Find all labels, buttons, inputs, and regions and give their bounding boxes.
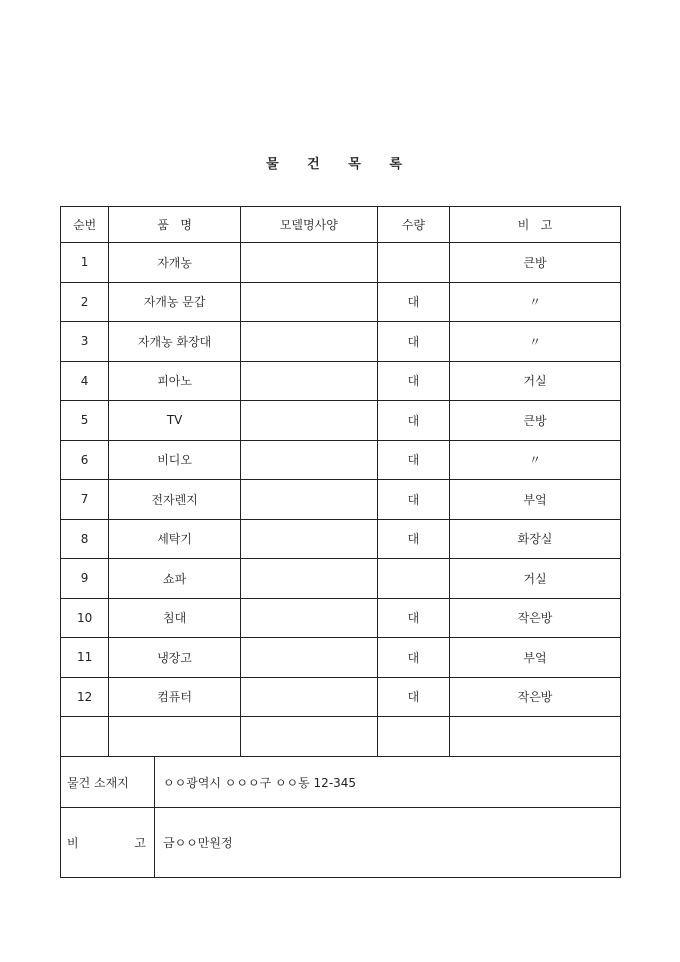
cell-no: 8 bbox=[61, 519, 109, 559]
cell-name: 전자렌지 bbox=[109, 480, 241, 520]
remarks-label-b: 고 bbox=[134, 836, 146, 850]
cell-name: 피아노 bbox=[109, 361, 241, 401]
cell-no bbox=[61, 717, 109, 757]
cell-qty: 대 bbox=[377, 480, 449, 520]
cell-note: 거실 bbox=[450, 559, 621, 599]
cell-model bbox=[240, 598, 377, 638]
cell-name: 세탁기 bbox=[109, 519, 241, 559]
header-qty: 수량 bbox=[377, 207, 449, 243]
cell-note: 〃 bbox=[450, 440, 621, 480]
cell-no: 7 bbox=[61, 480, 109, 520]
cell-name: 컴퓨터 bbox=[109, 677, 241, 717]
cell-no: 3 bbox=[61, 322, 109, 362]
cell-no: 11 bbox=[61, 638, 109, 678]
header-name: 품 명 bbox=[109, 207, 241, 243]
cell-no: 4 bbox=[61, 361, 109, 401]
cell-name bbox=[109, 717, 241, 757]
cell-note: 큰방 bbox=[450, 401, 621, 441]
cell-model bbox=[240, 282, 377, 322]
remarks-label-a: 비 bbox=[67, 836, 79, 850]
cell-no: 10 bbox=[61, 598, 109, 638]
cell-note bbox=[450, 717, 621, 757]
cell-qty: 대 bbox=[377, 361, 449, 401]
table-row bbox=[61, 638, 621, 678]
table-row bbox=[61, 598, 621, 638]
table-row bbox=[61, 480, 621, 520]
header-note: 비 고 bbox=[450, 207, 621, 243]
cell-name: 자개농 화장대 bbox=[109, 322, 241, 362]
remarks-label bbox=[61, 808, 155, 878]
cell-note: 거실 bbox=[450, 361, 621, 401]
cell-qty: 대 bbox=[377, 638, 449, 678]
cell-no: 5 bbox=[61, 401, 109, 441]
cell-name: 냉장고 bbox=[109, 638, 241, 678]
cell-qty: 대 bbox=[377, 282, 449, 322]
document-title: 물 건 목 록 bbox=[266, 157, 414, 172]
cell-qty: 대 bbox=[377, 401, 449, 441]
cell-no: 2 bbox=[61, 282, 109, 322]
table-header-row bbox=[61, 207, 621, 243]
header-model: 모델명사양 bbox=[240, 207, 377, 243]
cell-name: 비디오 bbox=[109, 440, 241, 480]
cell-model bbox=[240, 322, 377, 362]
cell-model bbox=[240, 677, 377, 717]
remarks-value: 금ㅇㅇ만원정 bbox=[155, 808, 621, 878]
cell-name: 자개농 bbox=[109, 243, 241, 283]
cell-note: 〃 bbox=[450, 282, 621, 322]
table-row bbox=[61, 440, 621, 480]
cell-qty: 대 bbox=[377, 598, 449, 638]
cell-note: 작은방 bbox=[450, 598, 621, 638]
table-row bbox=[61, 717, 621, 757]
cell-name: TV bbox=[109, 401, 241, 441]
cell-model bbox=[240, 559, 377, 599]
location-row bbox=[61, 757, 621, 808]
table-row bbox=[61, 519, 621, 559]
cell-qty bbox=[377, 559, 449, 599]
item-list-table bbox=[60, 206, 621, 757]
cell-no: 6 bbox=[61, 440, 109, 480]
table-row bbox=[61, 401, 621, 441]
cell-name: 자개농 문갑 bbox=[109, 282, 241, 322]
header-no: 순번 bbox=[61, 207, 109, 243]
cell-note: 화장실 bbox=[450, 519, 621, 559]
cell-qty: 대 bbox=[377, 519, 449, 559]
table-row bbox=[61, 282, 621, 322]
table-row bbox=[61, 243, 621, 283]
cell-no: 12 bbox=[61, 677, 109, 717]
table-row bbox=[61, 361, 621, 401]
cell-name: 쇼파 bbox=[109, 559, 241, 599]
cell-model bbox=[240, 717, 377, 757]
cell-model bbox=[240, 480, 377, 520]
cell-note: 큰방 bbox=[450, 243, 621, 283]
cell-model bbox=[240, 519, 377, 559]
cell-model bbox=[240, 401, 377, 441]
table-row bbox=[61, 677, 621, 717]
cell-note: 부엌 bbox=[450, 480, 621, 520]
location-value: ㅇㅇ광역시 ㅇㅇㅇ구 ㅇㅇ동 12-345 bbox=[155, 757, 621, 808]
cell-model bbox=[240, 361, 377, 401]
cell-qty: 대 bbox=[377, 322, 449, 362]
table-row bbox=[61, 559, 621, 599]
cell-qty bbox=[377, 717, 449, 757]
cell-name: 침대 bbox=[109, 598, 241, 638]
cell-qty bbox=[377, 243, 449, 283]
cell-no: 9 bbox=[61, 559, 109, 599]
cell-model bbox=[240, 243, 377, 283]
cell-note: 〃 bbox=[450, 322, 621, 362]
cell-model bbox=[240, 440, 377, 480]
cell-qty: 대 bbox=[377, 440, 449, 480]
cell-qty: 대 bbox=[377, 677, 449, 717]
cell-note: 작은방 bbox=[450, 677, 621, 717]
cell-model bbox=[240, 638, 377, 678]
remarks-row bbox=[61, 808, 621, 878]
location-label: 물건 소재지 bbox=[61, 757, 155, 808]
info-table bbox=[60, 756, 621, 878]
table-row bbox=[61, 322, 621, 362]
cell-note: 부엌 bbox=[450, 638, 621, 678]
cell-no: 1 bbox=[61, 243, 109, 283]
